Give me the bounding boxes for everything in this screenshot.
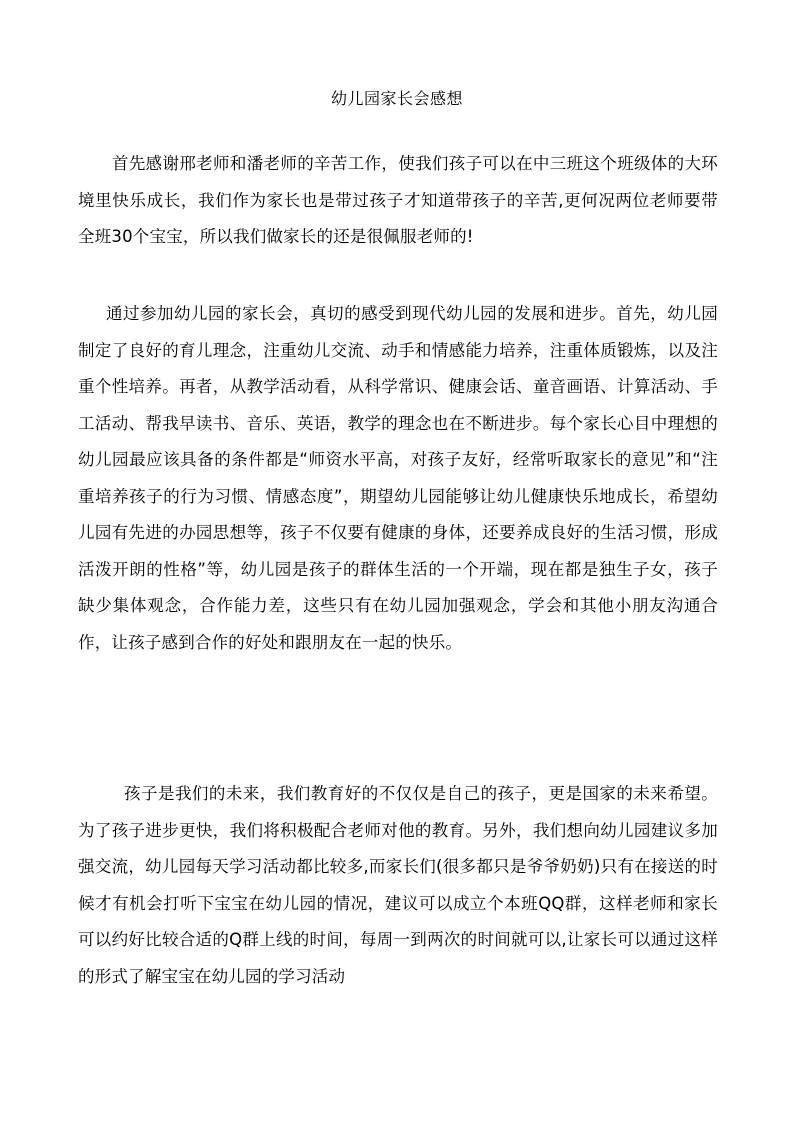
paragraph-thanks: 首先感谢邢老师和潘老师的辛苦工作，使我们孩子可以在中三班这个班级体的大环境里快乐成长，我们作为家长也是带过孩子才知道带孩子的辛苦,更何况两位老师要带全班30个宝宝，所以我们做家长的还是很佩服老师的!: [78, 154, 718, 246]
paragraph-meeting-impressions: 通过参加幼儿园的家长会，真切的感受到现代幼儿园的发展和进步。首先，幼儿园制定了良好的育儿理念，注重幼儿交流、动手和情感能力培养，注重体质锻炼，以及注重个性培养。再者，从教学活动看，从科学常识、健康会话、童音画语、计算活动、手工活动、帮我早读书、音乐、英语，教学的理念也在不断进步。每个家长心目中理想的幼儿园最应该具备的条件都是“师资水平高，对孩子友好，经常听取家长的意见”和“注重培养孩子的行为习惯、情感态度”，期望幼儿园能够让幼儿健康快乐地成长，希望幼儿园有先进的办园思想等，孩子不仅要有健康的身体，还要养成良好的生活习惯，形成活泼开朗的性格”等，幼儿园是孩子的群体生活的一个开端，现在都是独生子女，孩子缺少集体观念，合作能力差，这些只有在幼儿园加强观念，学会和其他小朋友沟通合作，让孩子感到合作的好处和跟朋友在一起的快乐。: [78, 304, 718, 652]
document-title: 幼儿园家长会感想: [330, 89, 463, 108]
paragraph-suggestions: 孩子是我们的未来，我们教育好的不仅仅是自己的孩子，更是国家的未来希望。为了孩子进步更快，我们将积极配合老师对他的教育。另外，我们想向幼儿园建议多加强交流，幼儿园每天学习活动都比较多,而家长们(很多都只是爷爷奶奶)只有在接送的时候才有机会打听下宝宝在幼儿园的情况，建议可以成立个本班QQ群，这样老师和家长可以约好比较合适的Q群上线的时间，每周一到两次的时间就可以,让家长可以通过这样的形式了解宝宝在幼儿园的学习活动: [78, 784, 718, 986]
